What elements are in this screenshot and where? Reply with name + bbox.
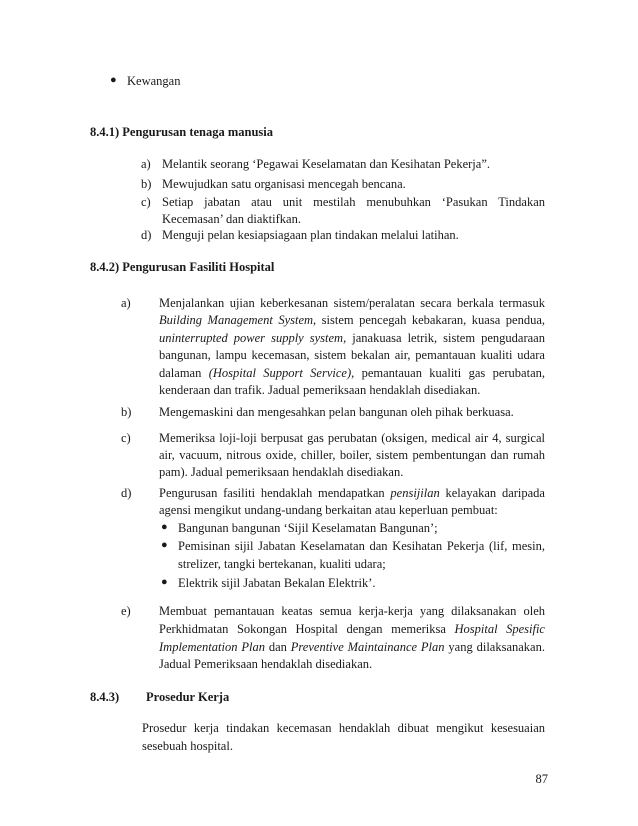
item-e-line-2-italic: Hospital Spesific: [454, 622, 545, 636]
item-marker: e): [121, 604, 131, 618]
page-number: 87: [535, 772, 548, 786]
list-marker: a): [141, 157, 151, 171]
item-c-line-2: air, vacuum, nitrous oxide, chiller, boiler, sistem pembentungan dan rumah: [159, 448, 545, 462]
bullet-item: Bangunan bangunan ‘Sijil Keselamatan Bangunan’;: [178, 521, 438, 535]
bullet-icon: ●: [161, 539, 168, 551]
item-d-line-2: agensi mengikut undang-undang berkaitan atau keperluan pembuat:: [159, 503, 498, 517]
section-843-line-2: sesebuah hospital.: [142, 739, 233, 753]
list-item-continued: Kecemasan’ dan diaktifkan.: [162, 212, 301, 226]
item-marker: b): [121, 405, 132, 419]
item-a-line-3: [159, 330, 545, 346]
item-a-line-1: Menjalankan ujian keberkesanan sistem/peralatan secara berkala termasuk: [159, 296, 545, 310]
list-item: Mewujudkan satu organisasi mencegah bencana.: [162, 177, 406, 191]
item-a-line-3-rest: , janakuasa letrik, sistem pengudaraan: [343, 331, 545, 345]
bullet-icon: ●: [110, 74, 117, 86]
item-a-line-2-rest: , sistem pencegah kebakaran, kuasa pendua,: [313, 313, 545, 327]
list-item: Menguji pelan kesiapsiagaan plan tindakan melalui latihan.: [162, 228, 459, 242]
item-d-line-1-pre: Pengurusan fasiliti hendaklah mendapatkan: [159, 486, 391, 500]
item-e-line-2-pre: Perkhidmatan Sokongan Hospital dengan memeriksa: [159, 622, 455, 636]
item-e-line-3-italic-2: Preventive Maintainance Plan: [290, 640, 445, 654]
item-a-line-5-rest: , pemantauan kualiti gas perubatan,: [351, 366, 545, 380]
list-marker: c): [141, 195, 151, 209]
item-c-line-1: Memeriksa loji-loji berpusat gas perubatan (oksigen, medical air 4, surgical: [159, 431, 545, 445]
item-d-line-1: [159, 485, 545, 501]
item-c-line-3: pam). Jadual pemeriksaan hendaklah disediakan.: [159, 465, 404, 479]
list-item: Setiap jabatan atau unit mestilah menubuhkan ‘Pasukan Tindakan: [162, 195, 545, 209]
item-marker: d): [121, 486, 132, 500]
item-a-line-3-italic: uninterrupted power supply system: [159, 331, 344, 345]
item-e-line-1: Membuat pemantauan keatas semua kerja-kerja yang dilaksanakan oleh: [159, 604, 545, 618]
section-number-843: 8.4.3): [90, 690, 120, 704]
item-marker: c): [121, 431, 131, 445]
bullet-icon: ●: [161, 576, 168, 588]
item-e-line-2: [159, 621, 545, 637]
section-heading-841: 8.4.1) Pengurusan tenaga manusia: [90, 125, 274, 139]
item-e-line-4: Jadual Pemeriksaan hendaklah disediakan.: [159, 657, 373, 671]
item-a-line-5-pre: dalaman: [159, 366, 209, 380]
item-e-line-3-rest: yang dilaksanakan.: [444, 640, 545, 654]
item-e-line-3-mid: dan: [264, 640, 291, 654]
section-843-line-1: Prosedur kerja tindakan kecemasan hendaklah dibuat mengikut kesesuaian: [142, 721, 545, 735]
item-e-line-3: [159, 639, 545, 655]
item-a-line-6: kenderaan dan trafik. Jadual pemeriksaan hendaklah disediakan.: [159, 383, 481, 397]
item-a-line-2: [159, 312, 545, 328]
list-item: Melantik seorang ‘Pegawai Keselamatan dan Kesihatan Pekerja”.: [162, 157, 490, 171]
list-marker: d): [141, 228, 152, 242]
section-title-843: Prosedur Kerja: [146, 690, 230, 704]
item-a-line-5-italic: (Hospital Support Service): [208, 366, 352, 380]
list-marker: b): [141, 177, 152, 191]
bullet-icon: ●: [161, 521, 168, 533]
bullet-item: Elektrik sijil Jabatan Bekalan Elektrik’.: [178, 576, 376, 590]
item-a-line-4: bangunan, lampu kecemasan, sistem bekalan air, pemantauan kualiti udara: [159, 348, 545, 362]
item-d-line-1-rest: kelayakan daripada: [439, 486, 545, 500]
top-bullet-text: Kewangan: [127, 74, 181, 88]
item-e-line-3-italic-1: Implementation Plan: [159, 640, 265, 654]
section-heading-842: 8.4.2) Pengurusan Fasiliti Hospital: [90, 260, 275, 274]
item-a-line-5: [159, 365, 545, 381]
item-d-line-1-italic: pensijilan: [390, 486, 440, 500]
bullet-item: Pemisinan sijil Jabatan Keselamatan dan Kesihatan Pekerja (lif, mesin,: [178, 539, 545, 553]
item-b-line-1: Mengemaskini dan mengesahkan pelan bangunan oleh pihak berkuasa.: [159, 405, 514, 419]
bullet-item-continued: strelizer, tangki bertekanan, kualiti udara;: [178, 557, 386, 571]
item-marker: a): [121, 296, 131, 310]
item-a-line-2-italic: Building Management System: [159, 313, 314, 327]
